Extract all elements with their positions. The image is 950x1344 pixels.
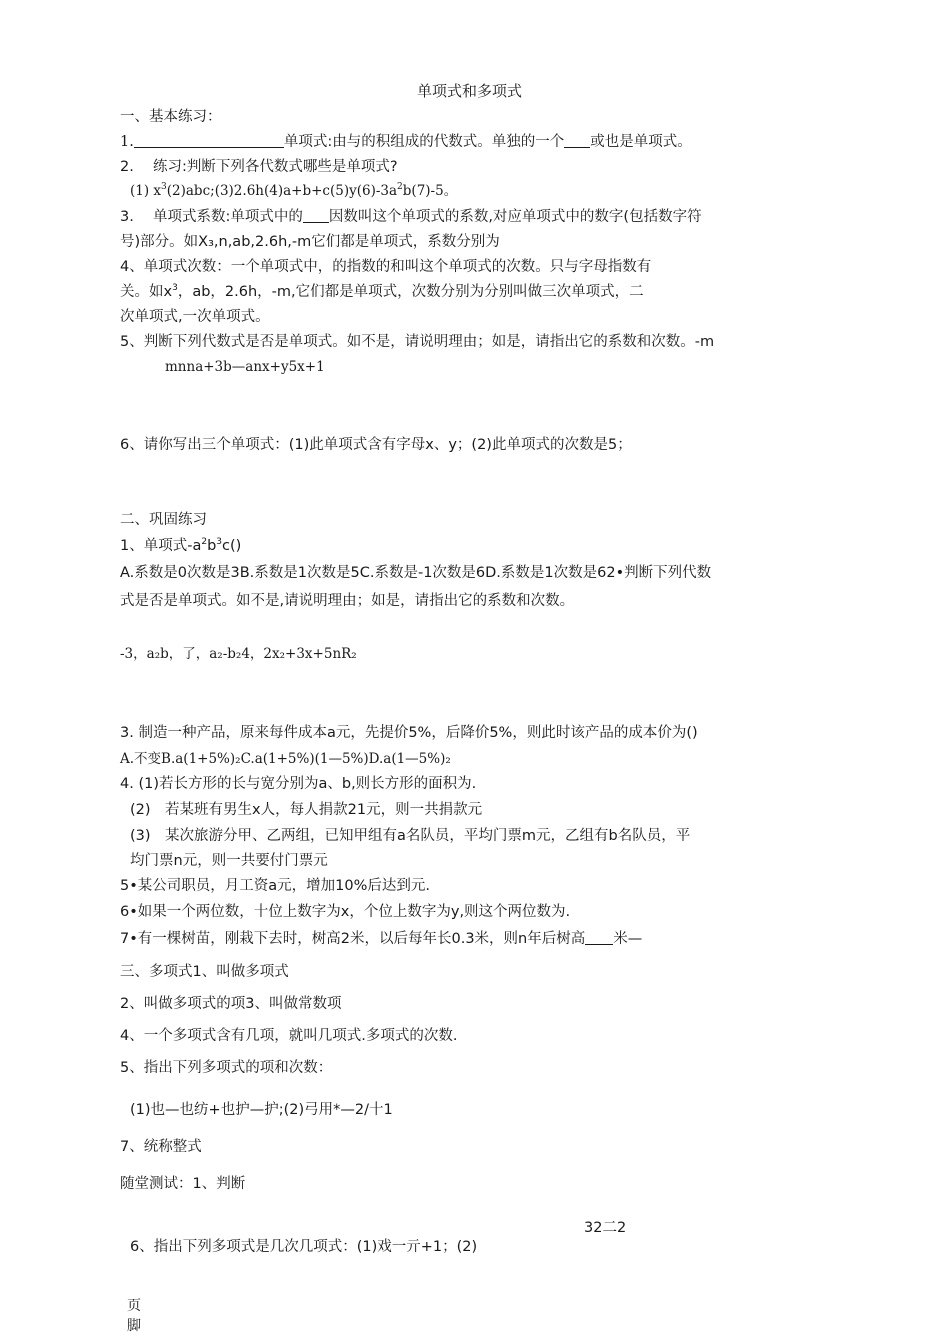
section-heading: 随堂测试：1、判断 (120, 1176, 246, 1192)
line-text: 3. 单项式系数:单项式中的 (120, 209, 303, 225)
stray-text: 32二2 (584, 1220, 627, 1236)
paragraph-line: 2、叫做多项式的项3、叫做常数项 (120, 996, 342, 1012)
paragraph-line: 5、判断下列代数式是否是单项式。如不是，请说明理由；如是，请指出它的系数和次数。-m (120, 334, 715, 350)
superscript: 3 (216, 537, 223, 547)
question-options: A.系数是0次数是3B.系数是1次数是5C.系数是-1次数是6D.系数是1次数是62•判断下列代数 (120, 565, 712, 581)
line-text: 因数叫这个单项式的系数,对应单项式中的数字(包括数字符 (328, 209, 702, 225)
paragraph-line: 6、请你写出三个单项式：(1)此单项式含有字母x、y；(2)此单项式的次数是5； (120, 437, 632, 453)
question-line: (3) 某次旅游分甲、乙两组，已知甲组有a名队员，平均门票m元，乙组有b名队员，平 (130, 828, 691, 844)
line-text: 7•有一棵树苗，刚栽下去时，树高2米，以后每年长0.3米，则n年后树高 (120, 931, 586, 947)
paragraph-line (120, 207, 702, 227)
superscript: 2 (397, 182, 403, 192)
line-text: (2)abc;(3)2.6h(4)a+b+c(5)y(6)-3a (166, 183, 398, 199)
line-text: c() (222, 538, 242, 554)
line-text: 或也是单项式。 (590, 134, 692, 150)
paragraph-line: 4、一个多项式含有几项，就叫几项式.多项式的次数. (120, 1028, 458, 1044)
section-heading: 一、基本练习： (120, 109, 222, 125)
superscript: 3 (172, 283, 178, 293)
question-line: 3. 制造一种产品，原来每件成本a元，先提价5%，后降价5%，则此时该产品的成本价为() (120, 725, 698, 741)
line-text: 1、单项式-a (120, 538, 202, 554)
question-line: 式是否是单项式。如不是,请说明理由；如是，请指出它的系数和次数。 (120, 593, 575, 609)
fill-blank (585, 930, 613, 945)
question-line: 5•某公司职员，月工资a元，增加10%后达到元. (120, 878, 430, 894)
section-heading: 二、巩固练习 (120, 512, 207, 528)
paragraph-line: 7、统称整式 (120, 1139, 202, 1155)
paragraph-line: mnna+3b—anx+y5x+1 (165, 359, 325, 375)
question-line: 6•如果一个两位数，十位上数字为x，个位上数字为y,则这个两位数为. (120, 904, 571, 920)
line-text: (1) x (130, 183, 162, 199)
paragraph-line: 次单项式,一次单项式。 (120, 309, 270, 325)
superscript: 3 (161, 182, 167, 192)
fill-blank (303, 208, 329, 223)
paragraph-line (120, 132, 692, 152)
paragraph-line: 5、指出下列多项式的项和次数： (120, 1060, 333, 1076)
line-text: 米— (613, 931, 643, 947)
question-line: 4. (1)若长方形的长与宽分别为a、b,则长方形的面积为. (120, 776, 477, 792)
paragraph-line (130, 181, 457, 201)
question-options: A.不变B.a(1+5%)₂C.a(1+5%)(1—5%)D.a(1—5%)₂ (120, 751, 451, 767)
line-text: 关。如x (120, 284, 173, 300)
expression-line: (1)也—也纺+也护—护;(2)弓用*—2/十1 (130, 1102, 393, 1118)
superscript: 2 (201, 537, 208, 547)
paragraph-line: 号)部分。如X₃,n,ab,2.6h,-m它们都是单项式，系数分别为 (120, 234, 500, 250)
line-text: ，ab，2.6h，-m,它们都是单项式，次数分别为分别叫做三次单项式，二 (177, 284, 644, 300)
question-line: 6、指出下列多项式是几次几项式：(1)戏一亓+1；(2) (130, 1239, 478, 1255)
fill-blank (134, 133, 284, 148)
page-footer: 页脚 (127, 1298, 141, 1334)
paragraph-line: 4、单项式次数：一个单项式中，的指数的和叫这个单项式的次数。只与字母指数有 (120, 259, 652, 275)
line-text: 1. (120, 134, 134, 150)
expression-line: -3，a₂b，了，a₂-b₂4，2x₂+3x+5nR₂ (120, 646, 357, 662)
question-line: 均门票n元，则一共要付门票元 (130, 853, 328, 869)
question-line (120, 929, 642, 949)
line-text: 单项式:由与的积组成的代数式。单独的一个 (283, 134, 565, 150)
line-text: b (207, 538, 217, 554)
question-line: (2) 若某班有男生x人，每人捐款21元，则一共捐款元 (130, 802, 483, 818)
page-title: 单项式和多项式 (417, 82, 523, 100)
line-text: b(7)-5。 (402, 183, 458, 199)
fill-blank (564, 133, 590, 148)
paragraph-line: 2. 练习:判断下列各代数式哪些是单项式? (120, 159, 398, 175)
paragraph-line (120, 282, 644, 302)
question-line (120, 536, 241, 556)
section-heading: 三、多项式1、叫做多项式 (120, 964, 289, 980)
